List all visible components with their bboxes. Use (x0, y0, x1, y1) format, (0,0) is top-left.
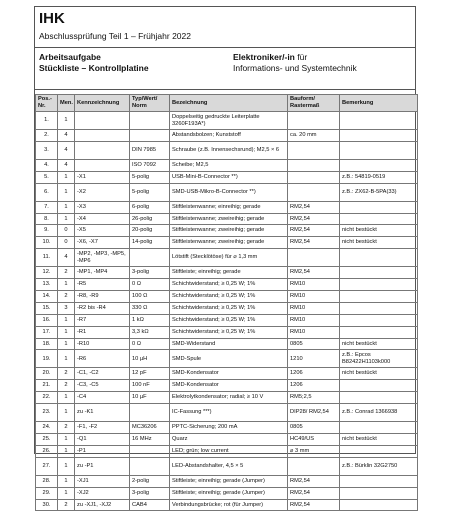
cell-bezeichnung: Schraube (z.B. Innensechsrund); M2,5 × 6 (170, 141, 288, 159)
cell-pos: 16. (36, 314, 58, 326)
table-row (36, 445, 418, 457)
cell-typ (130, 130, 170, 142)
cell-kennzeichnung: -F1, -F2 (75, 422, 130, 434)
table-row (36, 392, 418, 404)
cell-typ: DIN 7985 (130, 141, 170, 159)
cell-bauform: RM10 (288, 279, 340, 291)
cell-bezeichnung: Stiftleistenwanne; zweireihig; gerade (170, 237, 288, 249)
cell-typ: 0 Ω (130, 338, 170, 350)
table-row (36, 422, 418, 434)
cell-men: 1 (58, 445, 75, 457)
cell-bemerkung (340, 130, 418, 142)
cell-bemerkung (340, 249, 418, 267)
cell-bezeichnung: Stiftleistenwanne; zweireihig; gerade (170, 225, 288, 237)
cell-pos: 22. (36, 392, 58, 404)
cell-kennzeichnung: -XJ1 (75, 475, 130, 487)
cell-bauform: ca. 20 mm (288, 130, 340, 142)
cell-typ: 12 pF (130, 368, 170, 380)
cell-kennzeichnung: -C1, -C2 (75, 368, 130, 380)
cell-kennzeichnung: -X5 (75, 225, 130, 237)
cell-men: 1 (58, 171, 75, 183)
cell-kennzeichnung: -MP1, -MP4 (75, 267, 130, 279)
cell-bauform: 0805 (288, 422, 340, 434)
cell-typ: MC36206 (130, 422, 170, 434)
cell-men: 2 (58, 368, 75, 380)
cell-men: 4 (58, 141, 75, 159)
cell-pos: 8. (36, 213, 58, 225)
cell-bezeichnung: LED; grün; low current (170, 445, 288, 457)
table-row (36, 130, 418, 142)
cell-men: 4 (58, 130, 75, 142)
cell-typ: 0 Ω (130, 279, 170, 291)
cell-pos: 30. (36, 499, 58, 511)
table-row (36, 302, 418, 314)
cell-bemerkung: z.B.: 54819-0519 (340, 171, 418, 183)
cell-pos: 24. (36, 422, 58, 434)
cell-bezeichnung: Schichtwiderstand; ≥ 0,25 W; 1% (170, 291, 288, 303)
cell-men: 2 (58, 499, 75, 511)
cell-bemerkung (340, 302, 418, 314)
cell-kennzeichnung: -MP2, -MP3, -MP5, -MP6 (75, 249, 130, 267)
table-row (36, 487, 418, 499)
cell-men: 1 (58, 213, 75, 225)
cell-pos: 3. (36, 141, 58, 159)
cell-pos: 15. (36, 302, 58, 314)
cell-bezeichnung: Schichtwiderstand; ≥ 0,25 W; 1% (170, 302, 288, 314)
table-row (36, 475, 418, 487)
cell-kennzeichnung: -X4 (75, 213, 130, 225)
cell-bezeichnung: Stiftleiste; einreihig; gerade (Jumper) (170, 475, 288, 487)
cell-bauform (288, 171, 340, 183)
table-row (36, 457, 418, 475)
table-header-row (36, 95, 418, 112)
header-sub (35, 47, 415, 90)
cell-bauform (288, 112, 340, 130)
table-row (36, 499, 418, 511)
cell-bauform: 1206 (288, 380, 340, 392)
table-row (36, 249, 418, 267)
table-row (36, 338, 418, 350)
cell-bauform: HC49/US (288, 434, 340, 446)
job-title (233, 52, 357, 74)
cell-bezeichnung: Schichtwiderstand; ≥ 0,25 W; 1% (170, 326, 288, 338)
cell-bauform: 1210 (288, 350, 340, 368)
cell-pos: 26. (36, 445, 58, 457)
cell-bezeichnung: Lötstift (Stecklötöse) für ⌀ 1,3 mm (170, 249, 288, 267)
table-row (36, 183, 418, 201)
document-frame (34, 6, 416, 508)
cell-men: 1 (58, 404, 75, 422)
cell-pos: 18. (36, 338, 58, 350)
cell-bemerkung (340, 141, 418, 159)
cell-kennzeichnung: zu -K1 (75, 404, 130, 422)
cell-typ: 3,3 kΩ (130, 326, 170, 338)
col-header-bezeichnung: Bezeichnung (170, 95, 288, 112)
cell-bauform (288, 141, 340, 159)
cell-bezeichnung: SMD-Kondensator (170, 380, 288, 392)
cell-bemerkung: z.B.: Conrad 1366938 (340, 404, 418, 422)
cell-bezeichnung: IC-Fassung ***) (170, 404, 288, 422)
cell-men: 2 (58, 291, 75, 303)
cell-men: 0 (58, 237, 75, 249)
table-row (36, 291, 418, 303)
cell-kennzeichnung (75, 159, 130, 171)
cell-kennzeichnung: -P1 (75, 445, 130, 457)
job-for: für (294, 52, 308, 62)
cell-bezeichnung: Schichtwiderstand; ≥ 0,25 W; 1% (170, 279, 288, 291)
cell-men: 2 (58, 380, 75, 392)
cell-pos: 1. (36, 112, 58, 130)
cell-bauform (288, 457, 340, 475)
cell-pos: 13. (36, 279, 58, 291)
table-row (36, 350, 418, 368)
job-name: Elektroniker/-in (233, 52, 295, 62)
cell-men: 1 (58, 314, 75, 326)
col-header-men: Men. (58, 95, 75, 112)
task-line-1: Arbeitsaufgabe (39, 52, 101, 62)
cell-typ: 10 µH (130, 350, 170, 368)
cell-men: 4 (58, 249, 75, 267)
cell-bemerkung (340, 267, 418, 279)
cell-bezeichnung: SMD-Kondensator (170, 368, 288, 380)
exam-subtitle: Abschlussprüfung Teil 1 – Frühjahr 2022 (39, 31, 191, 41)
cell-bauform (288, 159, 340, 171)
table-row (36, 141, 418, 159)
cell-bemerkung (340, 380, 418, 392)
cell-bemerkung (340, 422, 418, 434)
cell-bemerkung: nicht bestückt (340, 237, 418, 249)
cell-men: 1 (58, 338, 75, 350)
table-row (36, 404, 418, 422)
cell-kennzeichnung: -X1 (75, 171, 130, 183)
cell-typ: 3-polig (130, 487, 170, 499)
cell-pos: 19. (36, 350, 58, 368)
cell-bemerkung (340, 392, 418, 404)
col-header-pos: Pos.-Nr. (36, 95, 58, 112)
cell-bauform: RM10 (288, 314, 340, 326)
cell-bemerkung: nicht bestückt (340, 368, 418, 380)
cell-typ: 16 MHz (130, 434, 170, 446)
cell-kennzeichnung: -XJ2 (75, 487, 130, 499)
table-row (36, 368, 418, 380)
table-row (36, 112, 418, 130)
cell-kennzeichnung: -R8, -R9 (75, 291, 130, 303)
cell-bauform: RM2,54 (288, 499, 340, 511)
cell-typ: 330 Ω (130, 302, 170, 314)
cell-bauform (288, 183, 340, 201)
cell-bezeichnung: SMD-Widerstand (170, 338, 288, 350)
table-row (36, 380, 418, 392)
cell-bemerkung (340, 499, 418, 511)
cell-men: 1 (58, 457, 75, 475)
cell-kennzeichnung: -X6, -X7 (75, 237, 130, 249)
cell-bemerkung: nicht bestückt (340, 434, 418, 446)
cell-bemerkung: nicht bestückt (340, 225, 418, 237)
table-row (36, 279, 418, 291)
cell-bemerkung (340, 159, 418, 171)
cell-bauform: RM10 (288, 291, 340, 303)
cell-pos: 20. (36, 368, 58, 380)
cell-bauform: RM2,54 (288, 201, 340, 213)
cell-bemerkung (340, 112, 418, 130)
table-row (36, 159, 418, 171)
cell-bauform: 0805 (288, 338, 340, 350)
cell-typ (130, 112, 170, 130)
cell-men: 2 (58, 422, 75, 434)
cell-typ: 1 kΩ (130, 314, 170, 326)
cell-kennzeichnung: -R7 (75, 314, 130, 326)
cell-bezeichnung: Elektrolytkondensator; radial; ≥ 10 V (170, 392, 288, 404)
cell-kennzeichnung: -R5 (75, 279, 130, 291)
cell-typ: 14-polig (130, 237, 170, 249)
cell-bemerkung (340, 445, 418, 457)
table-row (36, 237, 418, 249)
cell-kennzeichnung (75, 130, 130, 142)
cell-men: 1 (58, 279, 75, 291)
task-line-2: Stückliste – Kontrollplatine (39, 63, 149, 73)
cell-kennzeichnung: -X2 (75, 183, 130, 201)
cell-bezeichnung: Doppelseitig gedruckte Leiterplatte 3260F193A*) (170, 112, 288, 130)
cell-typ (130, 404, 170, 422)
cell-kennzeichnung: -C4 (75, 392, 130, 404)
cell-bezeichnung: Scheibe; M2,5 (170, 159, 288, 171)
cell-pos: 21. (36, 380, 58, 392)
cell-pos: 9. (36, 225, 58, 237)
cell-men: 0 (58, 225, 75, 237)
cell-bezeichnung: Quarz (170, 434, 288, 446)
col-header-bemerkung: Bemerkung (340, 95, 418, 112)
cell-pos: 25. (36, 434, 58, 446)
cell-bemerkung (340, 291, 418, 303)
cell-bemerkung: z.B.: Bürklin 32G2750 (340, 457, 418, 475)
cell-bemerkung (340, 314, 418, 326)
ihk-logo: IHK (39, 10, 65, 27)
cell-bezeichnung: LED-Abstandshalter, 4,5 × 5 (170, 457, 288, 475)
cell-bemerkung (340, 326, 418, 338)
cell-kennzeichnung: zu -XJ1, -XJ2 (75, 499, 130, 511)
cell-bemerkung (340, 475, 418, 487)
header-main (35, 7, 415, 48)
cell-men: 1 (58, 326, 75, 338)
cell-typ: 2-polig (130, 475, 170, 487)
table-row (36, 225, 418, 237)
cell-typ: 6-polig (130, 201, 170, 213)
table-row (36, 171, 418, 183)
cell-bauform: RM2,54 (288, 213, 340, 225)
cell-typ: 20-polig (130, 225, 170, 237)
cell-men: 2 (58, 267, 75, 279)
col-header-kennzeichnung: Kennzeichnung (75, 95, 130, 112)
cell-pos: 17. (36, 326, 58, 338)
cell-bezeichnung: Stiftleistenwanne; einreihig; gerade (170, 201, 288, 213)
cell-bauform (288, 249, 340, 267)
cell-bauform: RM2,54 (288, 475, 340, 487)
cell-bezeichnung: SMD-Spule (170, 350, 288, 368)
cell-typ: 5-polig (130, 183, 170, 201)
table-row (36, 267, 418, 279)
cell-bemerkung: z.B.: ZX62-B-5PA(33) (340, 183, 418, 201)
cell-bemerkung: nicht bestückt (340, 338, 418, 350)
cell-men: 4 (58, 159, 75, 171)
cell-bauform: RM10 (288, 302, 340, 314)
cell-typ: 3-polig (130, 267, 170, 279)
cell-bemerkung (340, 213, 418, 225)
cell-typ: 26-polig (130, 213, 170, 225)
cell-pos: 10. (36, 237, 58, 249)
cell-bezeichnung: Stiftleiste; einreihig; gerade (170, 267, 288, 279)
cell-bauform: DIP28/ RM2,54 (288, 404, 340, 422)
cell-men: 1 (58, 487, 75, 499)
cell-men: 1 (58, 350, 75, 368)
cell-bauform: RM10 (288, 326, 340, 338)
cell-bezeichnung: Schichtwiderstand; ≥ 0,25 W; 1% (170, 314, 288, 326)
cell-kennzeichnung: -R6 (75, 350, 130, 368)
cell-bemerkung: z.B.: Epcos B82422H1103k000 (340, 350, 418, 368)
cell-typ: 10 µF (130, 392, 170, 404)
col-header-typ: Typ/Wert/ Norm (130, 95, 170, 112)
cell-typ: CAB4 (130, 499, 170, 511)
cell-kennzeichnung: -X3 (75, 201, 130, 213)
table-row (36, 213, 418, 225)
cell-pos: 27. (36, 457, 58, 475)
job-line-1 (233, 52, 357, 63)
cell-men: 1 (58, 392, 75, 404)
cell-typ (130, 445, 170, 457)
cell-kennzeichnung (75, 112, 130, 130)
task-title (39, 52, 149, 74)
cell-bezeichnung: PPTC-Sicherung; 200 mA (170, 422, 288, 434)
table-row (36, 314, 418, 326)
cell-pos: 7. (36, 201, 58, 213)
cell-bezeichnung: Stiftleiste; einreihig; gerade (Jumper) (170, 487, 288, 499)
cell-bauform: RM2,54 (288, 487, 340, 499)
cell-men: 1 (58, 201, 75, 213)
cell-men: 1 (58, 434, 75, 446)
cell-bauform: RM5;2,5 (288, 392, 340, 404)
cell-kennzeichnung: zu -P1 (75, 457, 130, 475)
cell-bauform: RM2,54 (288, 267, 340, 279)
cell-pos: 6. (36, 183, 58, 201)
cell-pos: 23. (36, 404, 58, 422)
cell-men: 1 (58, 112, 75, 130)
table-row (36, 201, 418, 213)
cell-bezeichnung: Stiftleistenwanne; zweireihig; gerade (170, 213, 288, 225)
col-header-bauform: Bauform/ Rastermaß (288, 95, 340, 112)
cell-typ: ISO 7092 (130, 159, 170, 171)
cell-kennzeichnung: -Q1 (75, 434, 130, 446)
cell-kennzeichnung: -R2 bis -R4 (75, 302, 130, 314)
cell-bemerkung (340, 201, 418, 213)
parts-list-table (35, 94, 418, 511)
cell-typ (130, 249, 170, 267)
cell-bezeichnung: Abstandsbolzen; Kunststoff (170, 130, 288, 142)
cell-men: 1 (58, 183, 75, 201)
cell-pos: 5. (36, 171, 58, 183)
cell-men: 3 (58, 302, 75, 314)
cell-bezeichnung: USB-Mini-B-Connector **) (170, 171, 288, 183)
cell-bauform: 1206 (288, 368, 340, 380)
job-line-2: Informations- und Systemtechnik (233, 63, 357, 73)
cell-men: 1 (58, 475, 75, 487)
cell-pos: 28. (36, 475, 58, 487)
table-row (36, 434, 418, 446)
cell-pos: 11. (36, 249, 58, 267)
cell-bemerkung (340, 487, 418, 499)
cell-typ: 100 Ω (130, 291, 170, 303)
cell-bauform: RM2,54 (288, 225, 340, 237)
cell-kennzeichnung: -R1 (75, 326, 130, 338)
table-row (36, 326, 418, 338)
cell-kennzeichnung: -C3, -C5 (75, 380, 130, 392)
cell-kennzeichnung (75, 141, 130, 159)
cell-pos: 4. (36, 159, 58, 171)
cell-typ: 100 nF (130, 380, 170, 392)
cell-pos: 14. (36, 291, 58, 303)
cell-kennzeichnung: -R10 (75, 338, 130, 350)
cell-pos: 2. (36, 130, 58, 142)
cell-bezeichnung: Verbindungsbrücke; rot (für Jumper) (170, 499, 288, 511)
cell-bauform: ⌀ 3 mm (288, 445, 340, 457)
cell-bauform: RM2,54 (288, 237, 340, 249)
cell-bemerkung (340, 279, 418, 291)
cell-pos: 29. (36, 487, 58, 499)
table-body (36, 112, 418, 511)
cell-typ (130, 457, 170, 475)
cell-typ: 5-polig (130, 171, 170, 183)
cell-pos: 12. (36, 267, 58, 279)
cell-bezeichnung: SMD-USB-Mikro-B-Connector **) (170, 183, 288, 201)
